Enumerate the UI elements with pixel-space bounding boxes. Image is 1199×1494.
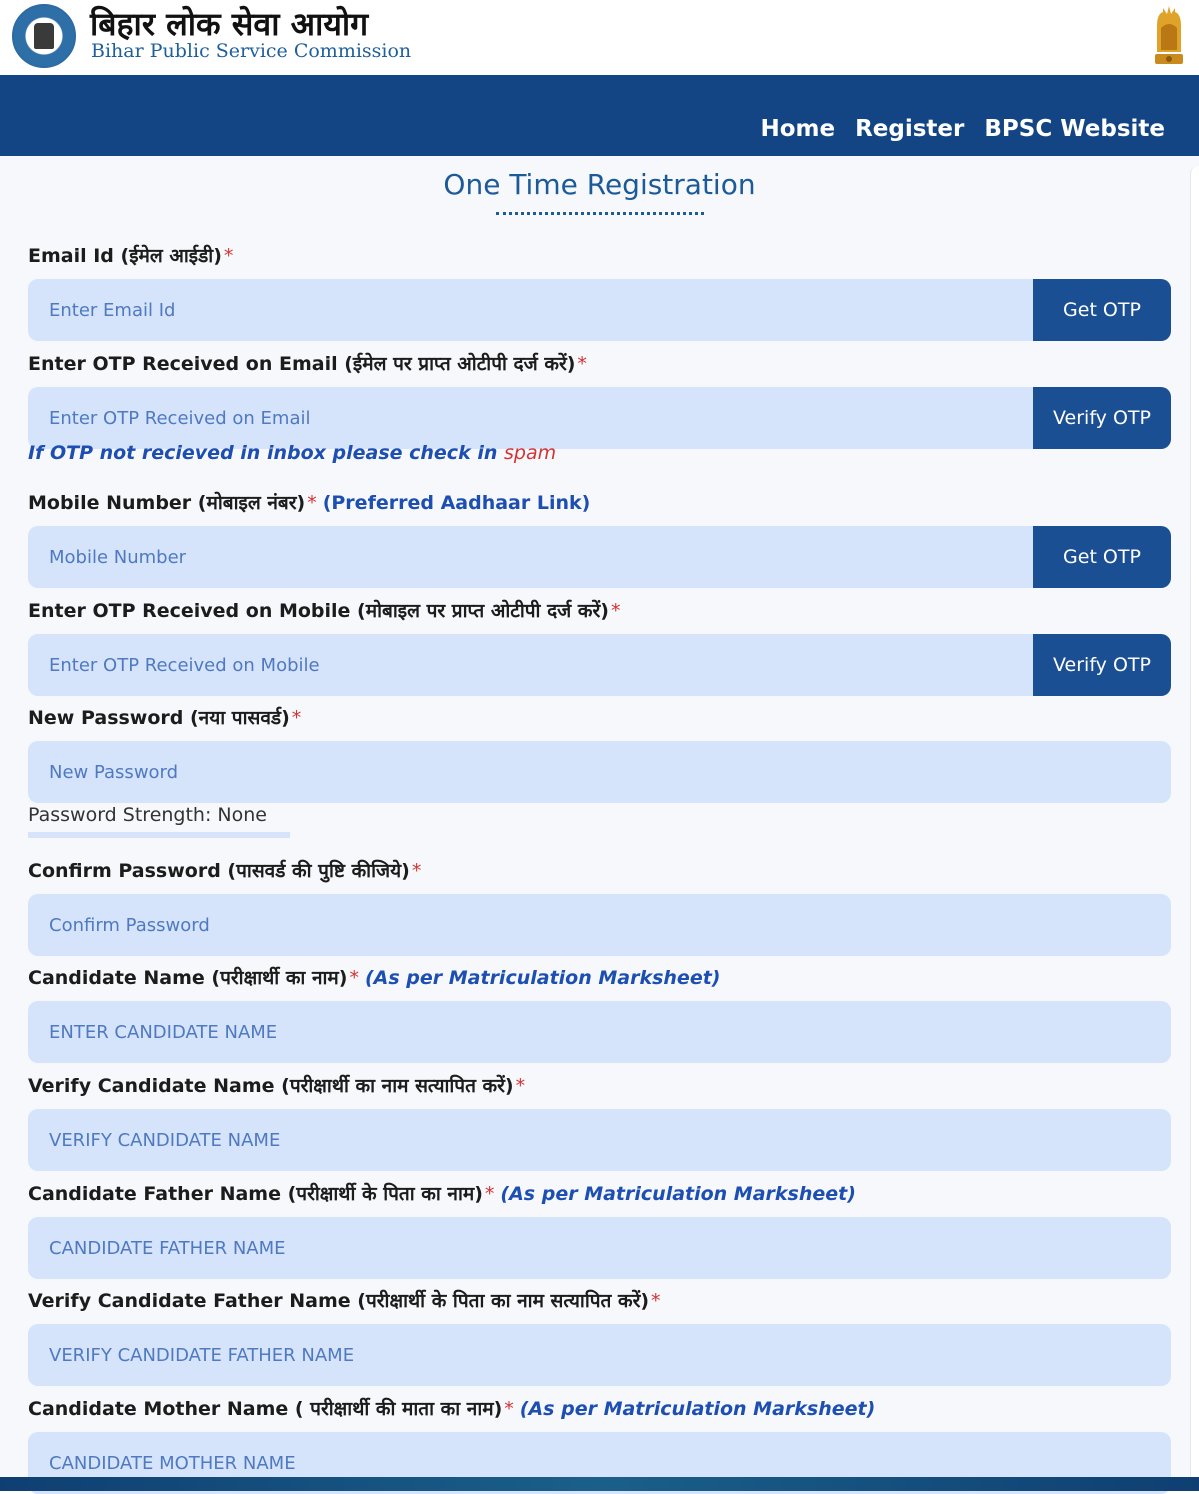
verify-candidate-name-input[interactable]: [28, 1109, 1171, 1171]
mobile-otp-input[interactable]: [28, 634, 1033, 696]
nav-register-link[interactable]: Register: [855, 116, 965, 142]
title-underline: [496, 212, 704, 215]
required-mark: *: [515, 1075, 526, 1097]
marksheet-hint: (As per Matriculation Marksheet): [519, 1398, 876, 1420]
confirm-password-input[interactable]: [28, 894, 1171, 956]
required-mark: *: [504, 1398, 514, 1420]
nav-home-link[interactable]: Home: [760, 116, 836, 142]
registration-form-panel: [0, 156, 1199, 1477]
mobile-input[interactable]: [28, 526, 1033, 588]
mobile-verify-otp-button[interactable]: Verify OTP: [1033, 634, 1171, 696]
brand-title-english: Bihar Public Service Commission: [91, 40, 412, 62]
page-title: One Time Registration: [443, 168, 756, 201]
national-emblem-icon: [1149, 4, 1189, 66]
email-otp-input[interactable]: [28, 387, 1033, 449]
new-password-field-group: [28, 705, 1171, 803]
verify-father-name-input[interactable]: [28, 1324, 1171, 1386]
confirm-password-field-group: [28, 858, 1171, 956]
header-bar: [0, 0, 1199, 75]
marksheet-hint: (As per Matriculation Marksheet): [364, 967, 721, 989]
required-mark: *: [610, 600, 621, 622]
verify-candidate-name-field-group: [28, 1073, 1171, 1171]
brand-title-hindi: बिहार लोक सेवा आयोग: [90, 5, 369, 43]
mobile-otp-field-group: [28, 598, 1171, 696]
new-password-label: New Password (नया पासवर्ड) *: [28, 707, 302, 729]
verify-candidate-name-label: Verify Candidate Name (परीक्षार्थी का नाम सत्यापित करें) *: [28, 1075, 526, 1097]
candidate-name-field-group: [28, 965, 1171, 1063]
mobile-field-group: [28, 490, 1171, 588]
father-name-input[interactable]: [28, 1217, 1171, 1279]
mobile-get-otp-button[interactable]: Get OTP: [1033, 526, 1171, 588]
mobile-label: Mobile Number (मोबाइल नंबर) * (Preferred Aadhaar Link): [28, 492, 591, 514]
marksheet-hint: (As per Matriculation Marksheet): [500, 1183, 856, 1205]
required-mark: *: [223, 245, 234, 267]
email-otp-field-group: [28, 351, 1171, 449]
required-mark: *: [291, 707, 302, 729]
father-name-label: Candidate Father Name (परीक्षार्थी के पिता का नाम) * (As per Matriculation Marksheet): [28, 1183, 856, 1205]
required-mark: *: [484, 1183, 495, 1205]
required-mark: *: [577, 353, 587, 375]
footer-strip: [0, 1477, 1199, 1491]
spam-highlight: spam: [503, 442, 557, 464]
email-otp-label: Enter OTP Received on Email (ईमेल पर प्राप्त ओटीपी दर्ज करें) *: [28, 353, 587, 375]
confirm-password-label: Confirm Password (पासवर्ड की पुष्टि कीजिये) *: [28, 860, 422, 882]
required-mark: *: [349, 967, 359, 989]
email-input[interactable]: [28, 279, 1033, 341]
mother-name-label: Candidate Mother Name ( परीक्षार्थी की माता का नाम) * (As per Matriculation Marksheet): [28, 1398, 876, 1420]
main-navbar: [0, 75, 1199, 156]
email-verify-otp-button[interactable]: Verify OTP: [1033, 387, 1171, 449]
password-strength-text: Password Strength: None: [28, 804, 267, 826]
verify-father-name-label: Verify Candidate Father Name (परीक्षार्थी के पिता का नाम सत्यापित करें) *: [28, 1290, 661, 1312]
father-name-field-group: [28, 1181, 1171, 1279]
required-mark: *: [307, 492, 317, 514]
email-field-group: [28, 243, 1171, 341]
email-label: Email Id (ईमेल आईडी) *: [28, 245, 234, 267]
new-password-input[interactable]: [28, 741, 1171, 803]
bpsc-seal-icon[interactable]: [12, 4, 76, 68]
required-mark: *: [651, 1290, 661, 1312]
required-mark: *: [411, 860, 422, 882]
password-strength-bar: [28, 832, 290, 838]
mobile-otp-label: Enter OTP Received on Mobile (मोबाइल पर प्राप्त ओटीपी दर्ज करें) *: [28, 600, 621, 622]
candidate-name-label: Candidate Name (परीक्षार्थी का नाम) * (As per Matriculation Marksheet): [28, 967, 721, 989]
nav-links: [760, 116, 1165, 142]
nav-bpsc-website-link[interactable]: BPSC Website: [984, 116, 1165, 142]
spam-notice: If OTP not recieved in inbox please check in spam: [28, 442, 557, 464]
candidate-name-input[interactable]: [28, 1001, 1171, 1063]
verify-father-name-field-group: [28, 1288, 1171, 1386]
panel-edge: [1190, 166, 1199, 1477]
aadhaar-hint: (Preferred Aadhaar Link): [322, 492, 591, 514]
email-get-otp-button[interactable]: Get OTP: [1033, 279, 1171, 341]
